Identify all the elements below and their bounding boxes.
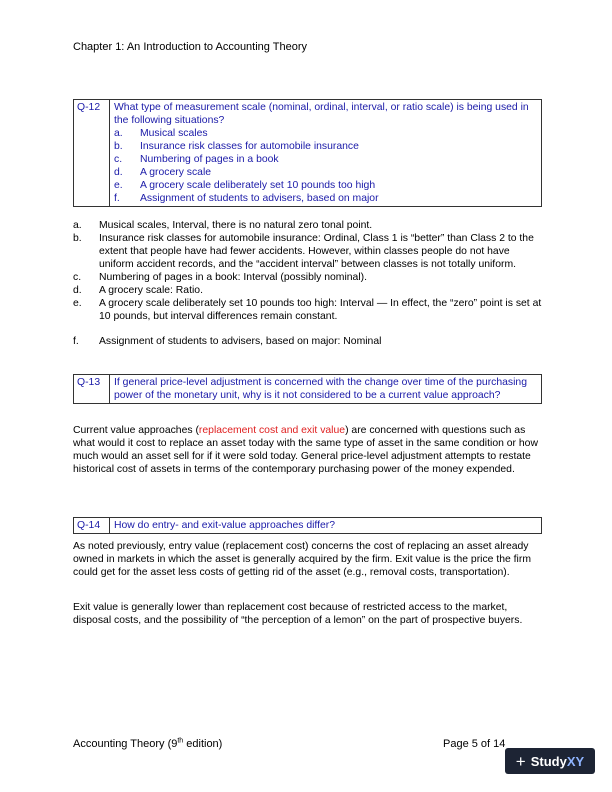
page-header: Chapter 1: An Introduction to Accounting Theory [73,41,308,53]
question-box-q14 [73,517,542,534]
answer-item: c. Numbering of pages in a book: Interval (possibly nominal). [73,272,367,283]
question-box-q12 [73,99,542,207]
question-item: e. A grocery scale deliberately set 10 pounds too high [114,180,376,191]
answer-item: b. Insurance risk classes for automobile insurance: Ordinal, Class 1 is “better” than Class 2 to the extent that people have had fewer accidents. However, within classes people do not have uniform accident records, and the “accident interval” between classes is not totally uniform. [73,233,534,270]
footer-book-title: Accounting Theory (9th edition) [73,737,223,750]
answer-list-q12 [73,219,543,323]
answer-item: f. Assignment of students to advisers, based on major: Nominal [73,336,382,347]
answer-item: d. A grocery scale: Ratio. [73,285,203,296]
answer-item: e. A grocery scale deliberately set 10 pounds too high: Interval — In effect, the “zero” point is set at 10 pounds, but interval differences remain constant. [73,298,542,322]
badge-brand-suffix: XY [566,753,585,769]
question-number: Q-14 [74,518,110,533]
page-number: Page 5 of 14 [443,738,506,750]
answer-list-q12-f [73,335,543,348]
answer-paragraph-q13: Current value approaches (replacement cost and exit value) are concerned with questions such as what would it cost to replace an asset today with the same type of asset in the same condition or how much would an asset sell for if it were sold today. General price-level adjustment attempts to restate historical cost of assets in terms of the contemporary purchasing power of the money expended. [73,425,538,475]
question-text: If general price-level adjustment is concerned with the change over time of the purchasing power of the monetary unit, why is it not considered to be a current value approach? [114,377,527,401]
plus-icon: + [515,751,526,771]
question-item: b. Insurance risk classes for automobile insurance [114,141,359,152]
question-text: What type of measurement scale (nominal, ordinal, interval, or ratio scale) is being used in the following situations? [114,102,529,126]
question-item: a. Musical scales [114,128,208,139]
studyxy-badge[interactable] [505,748,595,774]
question-item: c. Numbering of pages in a book [114,154,279,165]
question-body [110,100,541,206]
answer-paragraph-q14-1: As noted previously, entry value (replacement cost) concerns the cost of replacing an asset already owned in markets in which the asset is generally acquired by the firm. Exit value is the price the firm could get for the asset less costs of getting rid of the asset (e.g., removal costs, transportation). [73,541,531,578]
question-item: f. Assignment of students to advisers, based on major [114,193,379,204]
answer-item: a. Musical scales, Interval, there is no natural zero tonal point. [73,220,373,231]
question-text: How do entry- and exit-value approaches differ? [114,520,336,531]
question-number: Q-12 [74,100,110,206]
highlighted-term: replacement cost and exit value [198,425,346,436]
question-number: Q-13 [74,375,110,403]
question-item: d. A grocery scale [114,167,212,178]
answer-paragraph-q14-2: Exit value is generally lower than replacement cost because of restricted access to the market, disposal costs, and the possibility of “the perception of a lemon” on the part of prospective buyers. [73,602,523,626]
question-box-q13 [73,374,542,404]
badge-brand: Study [530,753,567,769]
